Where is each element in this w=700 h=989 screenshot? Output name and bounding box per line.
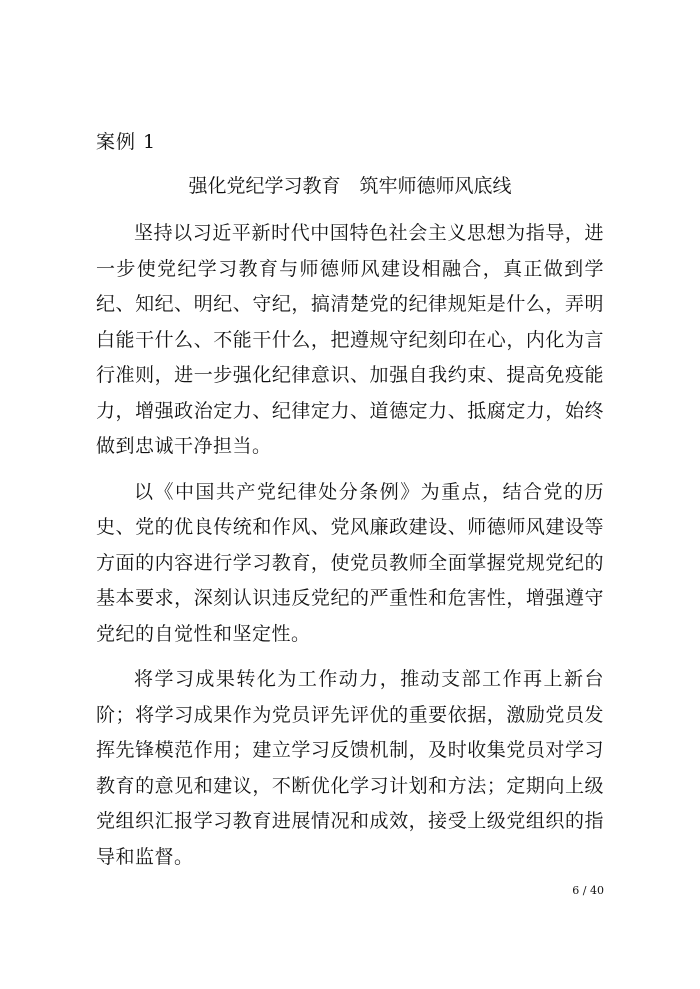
body-paragraph: 将学习成果转化为工作动力，推动支部工作再上新台阶；将学习成果作为党员评先评优的重要依据，激励党员发挥先锋模范作用；建立学习反馈机制，及时收集党员对学习教育的意见和建议，不断优化学习计划和方法；定期向上级党组织汇报学习教育进展情况和成效，接受上级党组织的指导和监督。 — [96, 668, 604, 868]
body-paragraph: 以《中国共产党纪律处分条例》为重点，结合党的历史、党的优良传统和作风、党风廉政建设、师德师风建设等方面的内容进行学习教育，使党员教师全面掌握党规党纪的基本要求，深刻认识违反党纪的严重性和危害性，增强遵守党纪的自觉性和坚定性。 — [96, 480, 604, 645]
body-paragraph: 坚持以习近平新时代中国特色社会主义思想为指导，进一步使党纪学习教育与师德师风建设相融合，真正做到学纪、知纪、明纪、守纪，搞清楚党的纪律规矩是什么，弄明白能干什么、不能干什么，把遵规守纪刻印在心，内化为言行准则，进一步强化纪律意识、加强自我约束、提高免疫能力，增强政治定力、纪律定力、道德定力、抵腐定力，始终做到忠诚干净担当。 — [96, 222, 604, 457]
case-label: 案例 1 — [96, 131, 157, 153]
page-number: 6 / 40 — [572, 884, 604, 897]
document-title: 强化党纪学习教育 筑牢师德师风底线 — [188, 175, 512, 197]
document-body — [96, 216, 604, 885]
